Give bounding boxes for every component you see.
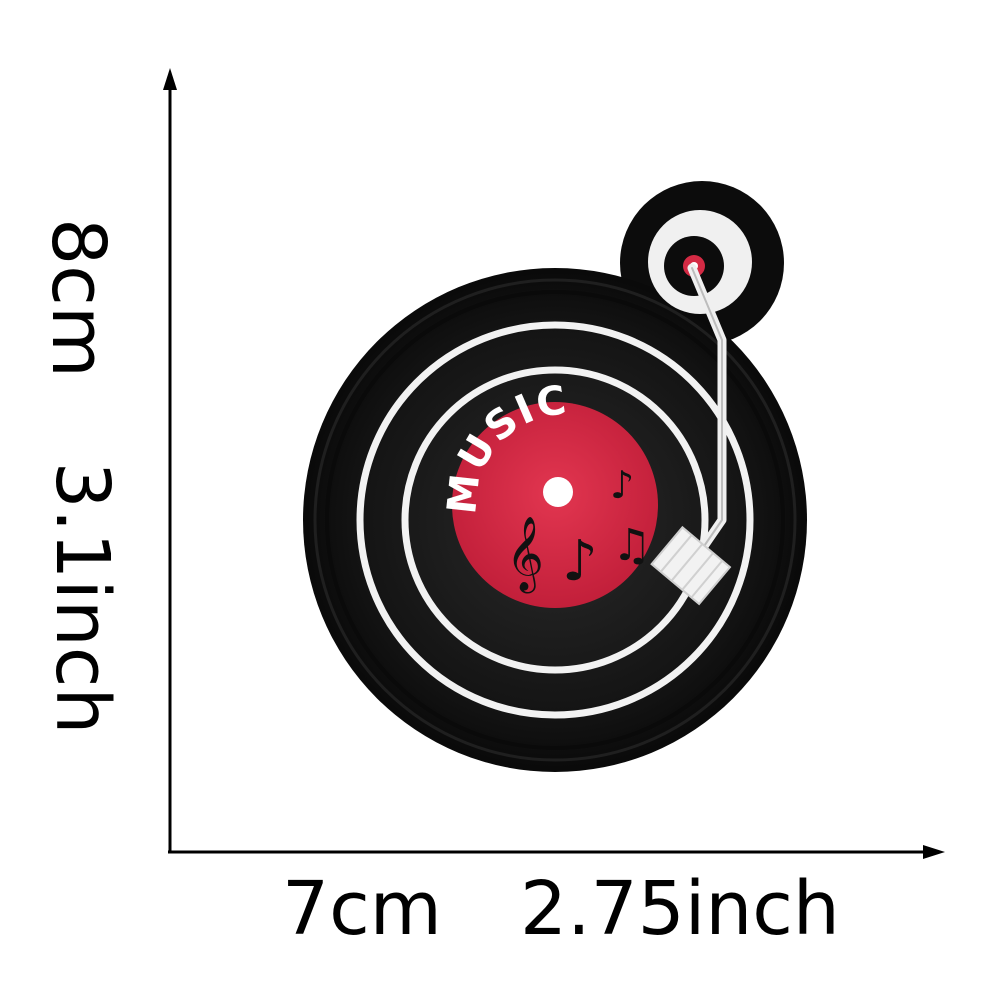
music-label: MUSIC: [439, 377, 571, 517]
treble-clef-icon: 𝄞: [506, 517, 544, 591]
beamed-notes-icon: ♫: [612, 520, 652, 571]
width-cm-label: 7cm: [282, 866, 442, 952]
width-inch-label: 2.75inch: [520, 866, 840, 952]
height-cm-label: 8cm: [35, 218, 121, 378]
record-spindle-hole: [543, 477, 573, 507]
eighth-note-icon: ♪: [610, 463, 635, 507]
music-note-icon: ♪: [562, 529, 598, 594]
height-inch-label: 3.1inch: [39, 461, 125, 735]
